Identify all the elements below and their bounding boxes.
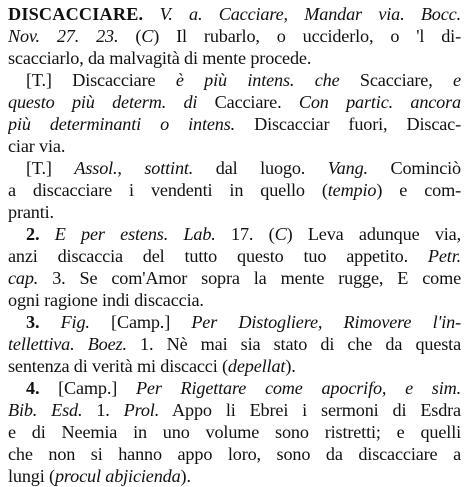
entry-text: Vang. xyxy=(327,158,368,178)
entry-text: [Camp.] xyxy=(39,378,136,398)
entry-line xyxy=(8,465,461,487)
entry-text: Appo li Ebrei i sermoni di Esdra xyxy=(159,400,461,420)
entry-text: Per Distogliere, Rimovere l'in- xyxy=(191,312,461,332)
entry-text: questo più determ. di xyxy=(8,92,198,112)
entry-text: C xyxy=(141,26,154,46)
entry-line xyxy=(8,355,461,377)
entry-text: è più intens. che xyxy=(175,70,340,90)
entry-text: 1. Nè mai sia stato di che da questa xyxy=(126,334,461,354)
entry-text: pranti. xyxy=(8,202,54,222)
entry-text: 2. xyxy=(26,224,40,244)
entry-text: procul abjicienda xyxy=(54,466,181,486)
entry-text: tempio xyxy=(327,180,377,200)
entry-line xyxy=(26,377,461,399)
entry-line xyxy=(8,91,461,113)
entry-text: Cominciò xyxy=(367,158,461,178)
entry-text xyxy=(39,224,54,244)
entry-text: cap. xyxy=(8,268,39,288)
entry-text: scacciarlo, da malvagità di mente procede. xyxy=(8,48,312,68)
entry-line xyxy=(8,333,461,355)
entry-text: Prol. xyxy=(123,400,160,420)
entry-text: dal luogo. xyxy=(193,158,328,178)
entry-text: tellettiva. Boez. xyxy=(8,334,127,354)
entry-text: a discacciare i vendenti in quello ( xyxy=(8,180,328,200)
entry-text: depellat xyxy=(227,356,286,376)
entry-text: 1. xyxy=(82,400,124,420)
entry-line xyxy=(8,245,461,267)
entry-line xyxy=(8,47,461,69)
entry-line xyxy=(26,69,461,91)
entry-text: ogni ragione indi discaccia. xyxy=(8,290,204,310)
entry-line xyxy=(8,3,461,25)
entry-text: V. a. Cacciare, Mandar via. Bocc. xyxy=(159,4,461,24)
entry-text: DISCACCIARE. xyxy=(8,4,144,24)
entry-text: ). xyxy=(180,466,191,486)
entry-text: Nov. 27. 23. xyxy=(8,26,119,46)
entry-text: che non si hanno appo loro, sono da discacciare a xyxy=(8,444,461,464)
entry-text: [T.] xyxy=(26,158,75,178)
entry-line xyxy=(8,421,461,443)
entry-text: Cacciare. xyxy=(197,92,299,112)
entry-text: 3. Se com'Amor sopra la mente rugge, E come xyxy=(38,268,461,288)
entry-text: Assol., sottint. xyxy=(74,158,194,178)
entry-line xyxy=(8,267,461,289)
entry-line xyxy=(8,113,461,135)
entry-text: Scacciare, xyxy=(339,70,454,90)
entry-line xyxy=(8,135,461,157)
entry-line xyxy=(8,399,461,421)
entry-text: Per Rigettare come apocrifo, e sim. xyxy=(135,378,461,398)
entry-text: Petr. xyxy=(427,246,461,266)
entry-line xyxy=(8,289,461,311)
entry-text xyxy=(143,4,159,24)
entry-text: 4. xyxy=(26,378,40,398)
entry-text xyxy=(39,312,60,332)
entry-text: anzi discaccia del tutto questo tuo appetito. xyxy=(8,246,428,266)
entry-text: sentenza di verità mi discacci ( xyxy=(8,356,228,376)
entry-line xyxy=(26,157,461,179)
entry-text: ). xyxy=(285,356,296,376)
entry-text: Bib. Esd. xyxy=(8,400,83,420)
entry-text: e xyxy=(453,70,461,90)
entry-text: C xyxy=(274,224,287,244)
entry-text: ) e com- xyxy=(376,180,461,200)
entry-line xyxy=(8,179,461,201)
entry-text: 3. xyxy=(26,312,40,332)
entry-line xyxy=(8,25,461,47)
entry-text: 17. ( xyxy=(215,224,275,244)
entry-text: Con partic. ancora xyxy=(298,92,461,112)
entry-text: ciar via. xyxy=(8,136,66,156)
entry-line xyxy=(26,311,461,333)
entry-text: Fig. xyxy=(60,312,90,332)
entry-text: Discacciar fuori, Discac- xyxy=(235,114,461,134)
entry-line xyxy=(8,443,461,465)
entry-text: lungi ( xyxy=(8,466,55,486)
entry-line xyxy=(26,223,461,245)
entry-text: [Camp.] xyxy=(89,312,192,332)
entry-text: ) Leva adunque via, xyxy=(286,224,461,244)
entry-text: ) Il rubarlo, o ucciderlo, o 'l di- xyxy=(153,26,461,46)
entry-text: più determinanti o intens. xyxy=(8,114,236,134)
entry-text: [T.] Discacciare xyxy=(26,70,176,90)
entry-text: e di Neemia in uno volume sono ristretti; e quelli xyxy=(8,422,461,442)
entry-line xyxy=(8,201,461,223)
entry-text: ( xyxy=(118,26,142,46)
entry-text: E per estens. Lab. xyxy=(54,224,216,244)
